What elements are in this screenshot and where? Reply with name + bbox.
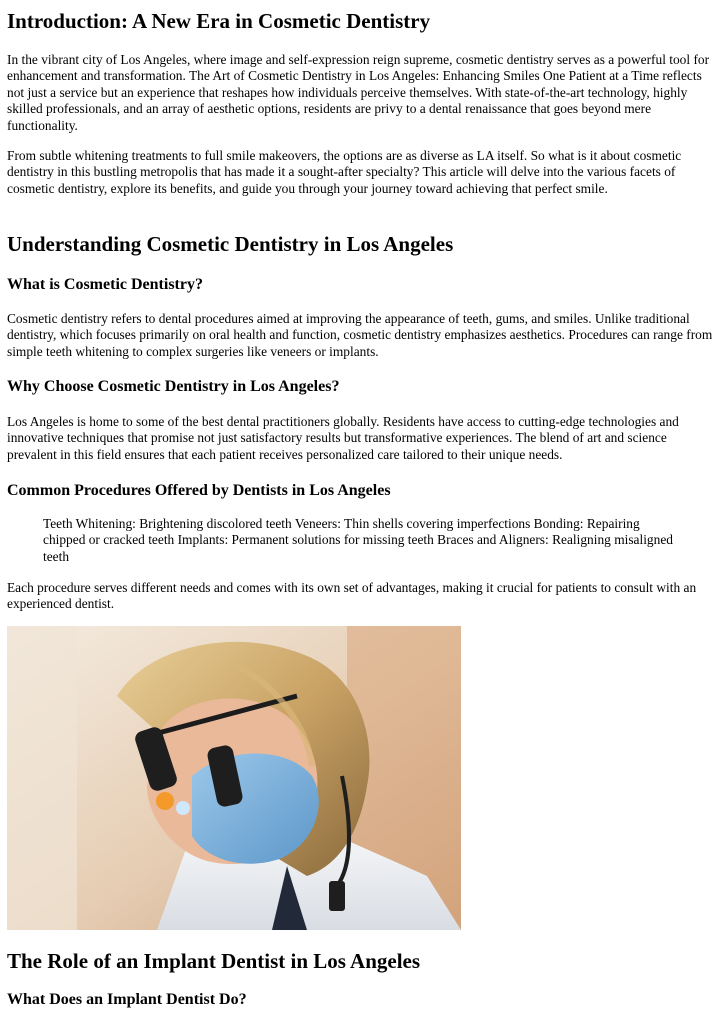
dentist-photo-illustration xyxy=(7,626,461,930)
procedures-list: Teeth Whitening: Brightening discolored teeth Veneers: Thin shells covering imperfections Bonding: Repairing chipped or cracked teeth Implants: Permanent solutions for missing teeth Braces and Aligners: Realigning misaligned teeth xyxy=(43,516,673,564)
why-paragraph: Los Angeles is home to some of the best dental practitioners globally. Residents have access to cutting-edge technologies and innovative techniques that promise not just satisfactory results but transformative experiences. The blend of art and science prevalent in this field ensures that each patient receives personalized care tailored to their unique needs. xyxy=(7,414,679,462)
dentist-photo xyxy=(7,626,461,930)
what-is-heading: What is Cosmetic Dentistry? xyxy=(7,276,203,293)
intro-paragraph-2: From subtle whitening treatments to full smile makeovers, the options are as diverse as LA itself. So what is it about cosmetic dentistry in this bustling metropolis that has made it a sought-after specialty? This article will delve into the various facets of cosmetic dentistry, explore its benefits, and guide you through your journey toward achieving that perfect smile. xyxy=(7,148,682,196)
understanding-heading: Understanding Cosmetic Dentistry in Los Angeles xyxy=(7,232,454,256)
procedures-paragraph: Each procedure serves different needs and comes with its own set of advantages, making it crucial for patients to consult with an experienced dentist. xyxy=(7,580,697,612)
intro-heading: Introduction: A New Era in Cosmetic Dentistry xyxy=(7,9,431,33)
what-does-heading: What Does an Implant Dentist Do? xyxy=(7,991,247,1008)
intro-paragraph-1: In the vibrant city of Los Angeles, where image and self-expression reign supreme, cosmetic dentistry serves as a powerful tool for enhancement and transformation. The Art of Cosmetic Dentistry in Los Angeles: Enhancing Smiles One Patient at a Time reflects not just a service but an experience that reshapes how individuals perceive themselves. With state-of-the-art technology, highly skilled professionals, and an array of aesthetic options, residents are privy to a dental renaissance that goes beyond mere functionality. xyxy=(7,52,710,133)
what-is-paragraph: Cosmetic dentistry refers to dental procedures aimed at improving the appearance of teeth, gums, and smiles. Unlike traditional dentistry, which focuses primarily on oral health and function, cosmetic dentistry emphasizes aesthetics. Procedures can range from simple teeth whitening to complex surgeries like veneers or implants. xyxy=(7,311,713,359)
why-heading: Why Choose Cosmetic Dentistry in Los Angeles? xyxy=(7,378,340,395)
common-procedures-heading: Common Procedures Offered by Dentists in Los Angeles xyxy=(7,482,391,499)
implant-dentist-heading: The Role of an Implant Dentist in Los Angeles xyxy=(7,949,421,973)
